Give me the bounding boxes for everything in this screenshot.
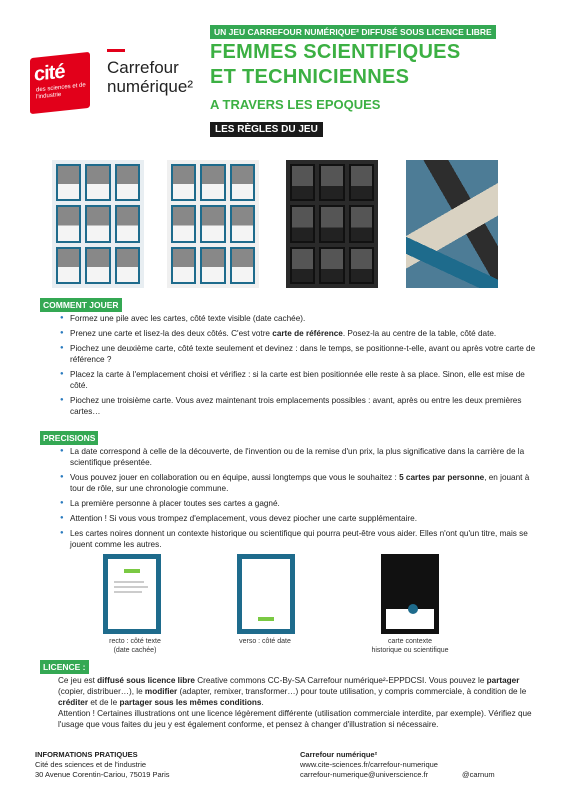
page-title: FEMMES SCIENTIFIQUES ET TECHNICIENNES [210, 41, 461, 88]
card-grid-photo-2 [167, 160, 259, 288]
logo-text: cité [34, 60, 65, 86]
list-item: ● Placez la carte à l'emplacement choisi et vérifiez : si la carte est bien positionnée elle reste à sa place. Sinon, elle est mise de côté. [60, 369, 540, 391]
footer-info: INFORMATIONS PRATIQUES Cité des sciences et de l'industrie 30 Avenue Corentin-Cariou, 75019 Paris [35, 750, 170, 779]
list-item: ● Prenez une carte et lisez-la des deux côtés. C'est votre carte de référence. Posez-la au centre de la table, côté date. [60, 328, 540, 339]
scattered-cards-photo [406, 160, 498, 288]
recto-card-diagram [103, 554, 161, 634]
list-item: ● Formez une pile avec les cartes, côté texte visible (date cachée). [60, 313, 540, 324]
list-item: ● La première personne à placer toutes ses cartes a gagné. [60, 498, 540, 509]
verso-card-diagram [237, 554, 295, 634]
partner-name: Carrefour numérique² [107, 58, 193, 96]
list-item: ● Les cartes noires donnent un contexte historique ou scientifique qui pourra peut-être vous aider. Elles n'ont qu'un titre, mais se jouent comme les autres. [60, 528, 540, 550]
social-handle[interactable]: @carnum [462, 770, 495, 779]
section-precisions: PRECISIONS [40, 431, 98, 445]
precisions-list [60, 446, 540, 554]
page-subtitle: A TRAVERS LES EPOQUES [210, 97, 381, 112]
licence-banner: UN JEU CARREFOUR NUMÉRIQUE² DIFFUSÉ SOUS LICENCE LIBRE [210, 25, 496, 39]
email-link[interactable]: carrefour-numerique@universcience.fr [300, 770, 429, 779]
context-caption: carte contexte historique ou scientifique [371, 638, 449, 654]
list-item: ● Piochez une troisième carte. Vous avez maintenant trois emplacements possibles : avant, après ou entre les deux premières cartes… [60, 395, 540, 417]
card-grid-photo-1 [52, 160, 144, 288]
context-card-diagram [381, 554, 439, 634]
rules-label: LES RÈGLES DU JEU [210, 122, 323, 137]
licence-text: Ce jeu est diffusé sous licence libre Creative commons CC-By-SA Carrefour numérique²-EPPDCSI. Vous pouvez le partager (copier, distribuer…), le modifier (adapter, remixer, transformer…) pour toute utilisation, y compris commerciale, à condition de le créditer et de le partager sous les mêmes conditions. Attention ! Certaines illustrations ont une licence légèrement différente (utilisation commerciale interdite, par exemple). Vérifiez que l'usage que vous faites du jeu y est également conforme, et pensez à changer d'illustration si nécessaire. [58, 676, 532, 729]
recto-caption: recto : côté texte (date cachée) [109, 638, 161, 654]
verso-caption: verso : côté date [239, 638, 291, 645]
list-item: ● Vous pouvez jouer en collaboration ou en équipe, aussi longtemps que vous le souhaitez : 5 cartes par personne, en jouant à tour de rôle, sur une chronologie commune. [60, 472, 540, 494]
section-licence: LICENCE : [40, 660, 89, 674]
partner-accent-bar [107, 49, 125, 52]
how-to-play-list [60, 313, 540, 421]
cite-logo [30, 52, 90, 114]
footer-contact: Carrefour numérique² www.cite-sciences.fr/carrefour-numerique carrefour-numerique@universcience.fr [300, 750, 438, 779]
section-how-to-play: COMMENT JOUER [40, 298, 122, 312]
list-item: ● Piochez une deuxième carte, côté texte seulement et devinez : dans le temps, se positionne-t-elle, avant ou après votre carte de référence ? [60, 343, 540, 365]
black-cards-photo [286, 160, 378, 288]
list-item: ● Attention ! Si vous vous trompez d'emplacement, vous devez piocher une carte supplémentaire. [60, 513, 540, 524]
logo-subtitle: des sciences et de l'industrie [36, 82, 86, 101]
website-link[interactable]: www.cite-sciences.fr/carrefour-numerique [300, 760, 438, 769]
list-item: ● La date correspond à celle de la découverte, de l'invention ou de la remise d'un prix, la plus significative dans la carrière de la scientifique présentée. [60, 446, 540, 468]
